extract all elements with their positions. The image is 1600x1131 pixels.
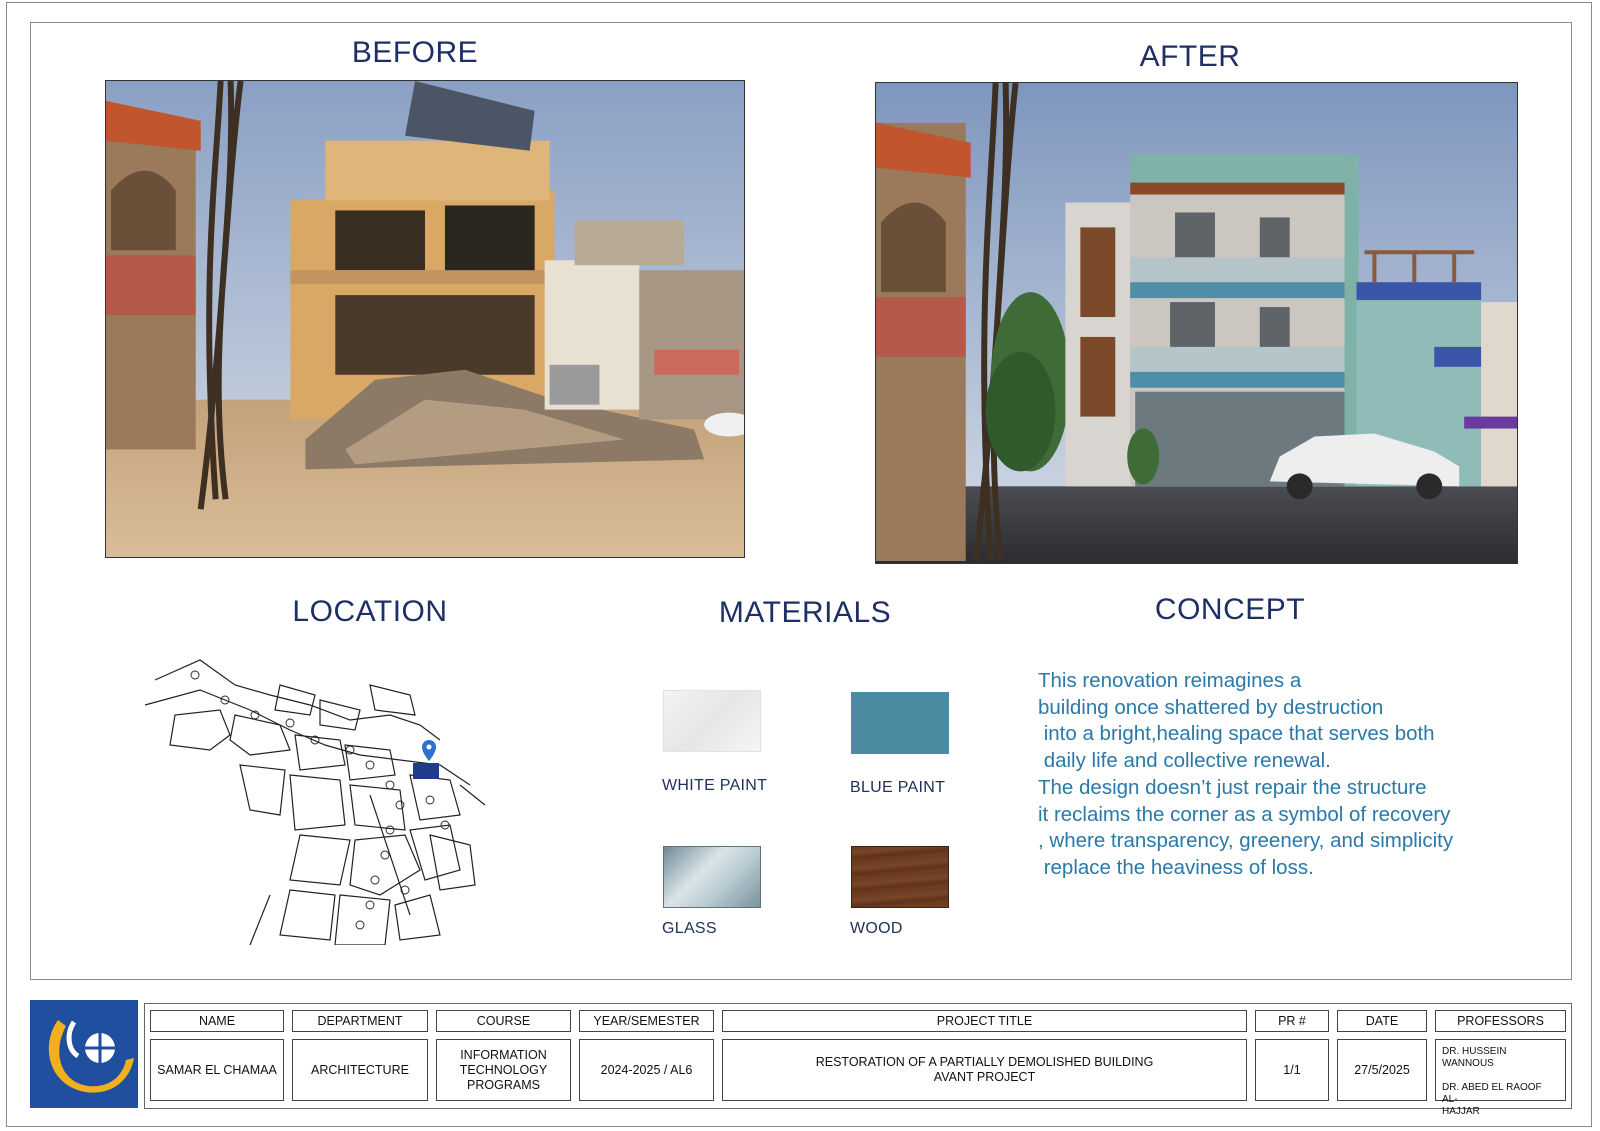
professor-line: DR. ABED EL RAOOF AL- (1442, 1082, 1542, 1105)
concept-line: replace the heaviness of loss. (1038, 855, 1314, 879)
after-photo (875, 82, 1518, 564)
glass-swatch (663, 846, 761, 908)
header-pr-number: PR # (1255, 1010, 1329, 1032)
value-year-semester: 2024-2025 / AL6 (579, 1039, 714, 1101)
concept-line: This renovation reimagines a (1038, 669, 1302, 692)
blue-paint-label: BLUE PAINT (850, 779, 946, 796)
value-name: SAMAR EL CHAMAA (150, 1039, 284, 1101)
title-block (144, 1003, 1572, 1117)
value-course (436, 1039, 571, 1101)
value-pr-number: 1/1 (1255, 1039, 1329, 1101)
blue-paint-swatch (851, 692, 949, 754)
course-line: INFORMATION (460, 1047, 547, 1062)
white-paint-label: WHITE PAINT (662, 777, 768, 794)
white-paint-swatch (663, 690, 761, 752)
after-heading: AFTER (1139, 40, 1241, 73)
concept-line: into a bright,healing space that serves both (1038, 722, 1435, 746)
header-professors: PROFESSORS (1435, 1010, 1566, 1032)
header-project-title: PROJECT TITLE (722, 1010, 1247, 1032)
location-pin-icon (413, 740, 439, 779)
concept-heading: CONCEPT (1154, 593, 1306, 626)
location-heading: LOCATION (292, 595, 448, 628)
value-date: 27/5/2025 (1337, 1039, 1427, 1101)
project-title-line: RESTORATION OF A PARTIALLY DEMOLISHED BUILDING (815, 1055, 1154, 1069)
materials-heading: MATERIALS (718, 596, 892, 629)
before-heading: BEFORE (351, 36, 479, 69)
university-logo (30, 1000, 138, 1108)
header-year-semester: YEAR/SEMESTER (579, 1010, 714, 1032)
concept-line: , where transparency, greenery, and simplicity (1038, 829, 1454, 853)
location-map (140, 655, 500, 945)
project-title-line: AVANT PROJECT (933, 1070, 1036, 1084)
concept-line: building once shattered by destruction (1038, 695, 1384, 719)
concept-line: The design doesn’t just repair the structure (1038, 775, 1427, 799)
wood-label: WOOD (850, 920, 903, 937)
professor-line: DR. HUSSEIN WANNOUS (1442, 1046, 1507, 1069)
course-line: PROGRAMS (467, 1077, 540, 1092)
value-department: ARCHITECTURE (292, 1039, 428, 1101)
concept-paragraph (1038, 668, 1538, 882)
header-course: COURSE (436, 1010, 571, 1032)
wood-swatch (851, 846, 949, 908)
before-photo (105, 80, 745, 558)
header-name: NAME (150, 1010, 284, 1032)
value-project-title (722, 1039, 1247, 1101)
value-professors (1435, 1039, 1566, 1117)
concept-line: it reclaims the corner as a symbol of recovery (1038, 802, 1451, 826)
header-department: DEPARTMENT (292, 1010, 428, 1032)
professor-line: HAJJAR (1442, 1106, 1480, 1117)
concept-line: daily life and collective renewal. (1038, 749, 1331, 773)
glass-label: GLASS (662, 920, 717, 937)
course-line: TECHNOLOGY (459, 1062, 548, 1077)
header-date: DATE (1337, 1010, 1427, 1032)
